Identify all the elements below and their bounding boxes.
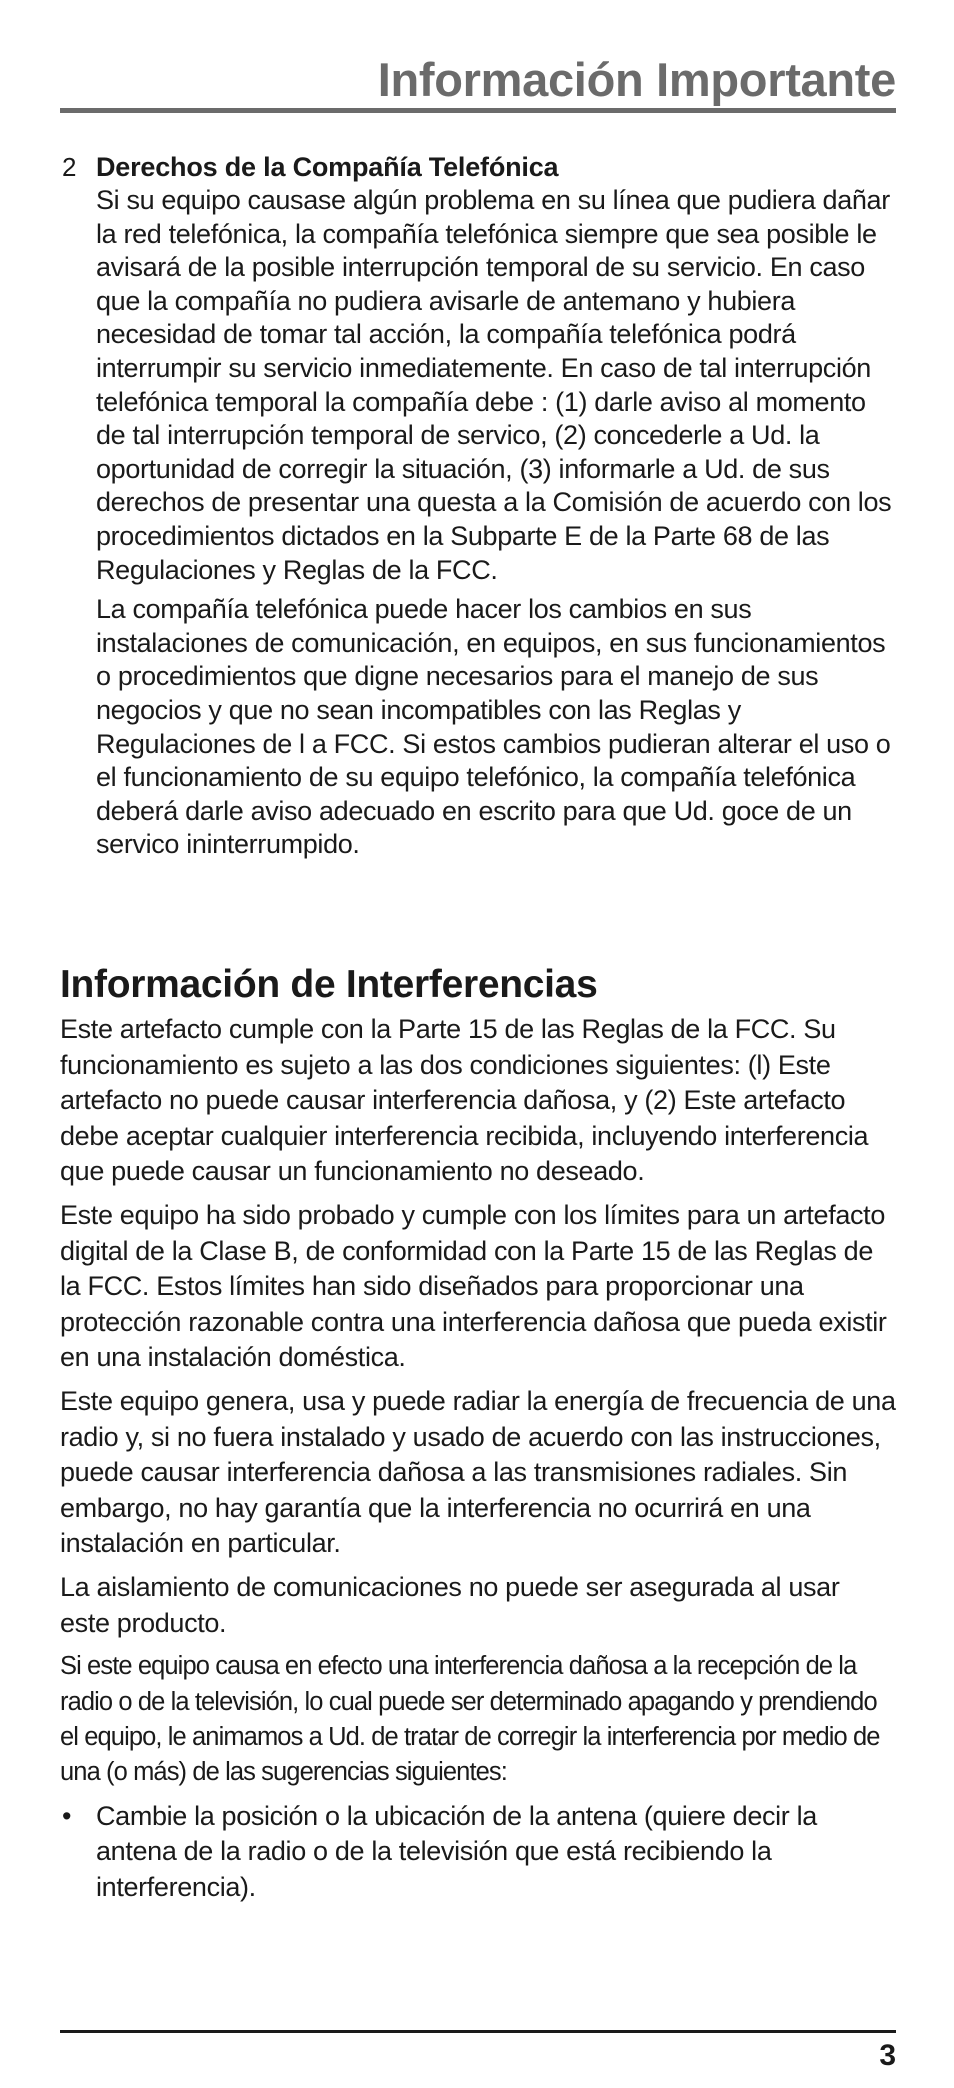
bullet-icon: • (62, 1800, 72, 1831)
phone-company-rights-section (60, 150, 896, 868)
page-header-title: Información Importante (377, 53, 896, 106)
item-number: 2 (62, 152, 77, 182)
bullet-text: Cambie la posición o la ubicación de la antena (quiere decir la antena de la radio o de la televisión que está recibiendo la interferencia). (96, 1800, 817, 1902)
manual-page (60, 0, 896, 2088)
body-paragraph: Este equipo genera, usa y puede radiar la energía de frecuencia de una radio y, si no fuera instalado y usado de acuerdo con las instrucciones, puede causar interferencia dañosa a las transmisiones radiales. Sin embargo, no hay garantía que la interferencia no ocurrirá en una instalación en particular. (60, 1385, 896, 1559)
footer-divider (60, 2030, 896, 2033)
body-paragraph: La aislamiento de comunicaciones no puede ser asegurada al usar este producto. (60, 1571, 840, 1638)
interference-section-title: Información de Interferencias (60, 963, 598, 1006)
body-paragraph: Si este equipo causa en efecto una interferencia dañosa a la recepción de la radio o de la televisión, lo cual puede ser determinado apagando y prendiendo el equipo, le animamos a Ud. de tratar de corregir la interferencia por medio de una (o más) de las sugerencias siguientes: (60, 1652, 880, 1787)
header-divider (60, 108, 896, 113)
bullet-item (60, 1799, 896, 1906)
item-heading: Derechos de la Compañía Telefónica (96, 152, 559, 182)
body-paragraph: Este artefacto cumple con la Parte 15 de las Reglas de la FCC. Su funcionamiento es sujeto a las dos condiciones siguientes: (l) Este artefacto no puede causar interferencia dañosa, y (2) Este artefacto debe aceptar cualquier interferencia recibida, incluyendo interferencia que puede causar un funcionamiento no deseado. (60, 1014, 869, 1187)
page-number: 3 (879, 2039, 896, 2072)
item-paragraph: La compañía telefónica puede hacer los cambios en sus instalaciones de comunicación, en equipos, en sus funcionamientos o procedimientos que digne necesarios para el manejo de sus negocios y que no sean incompatibles con las Reglas y Regulaciones de l a FCC. Si estos cambios pudieran alterar el uso o el funcionamiento de su equipo telefónico, la compañía telefónica deberá darle aviso adecuado en escrito para que Ud. goce de un servico ininterrumpido. (96, 594, 891, 860)
interference-section (60, 1012, 896, 1906)
item-paragraph: Si su equipo causase algún problema en su línea que pudiera dañar la red telefónica, la compañía telefónica siempre que sea posible le avisará de la posible interrupción temporal de su servicio. En caso que la compañía no pudiera avisarle de antemano y hubiera necesidad de tomar tal acción, la compañía telefónica podrá interrumpir su servicio inmediatemente. En caso de tal interrupción telefónica temporal la compañía debe : (1) darle aviso al momento de tal interrupción temporal de servico, (2) concederle a Ud. la oportunidad de corregir la situación, (3) informarle a Ud. de sus derechos de presentar una questa a la Comisión de acuerdo con los procedimientos dictados en la Subparte E de la Parte 68 de las Regulaciones y Reglas de la FCC. (96, 185, 892, 585)
body-paragraph: Este equipo ha sido probado y cumple con los límites para un artefacto digital de la Clase B, de conformidad con la Parte 15 de las Reglas de la FCC. Estos límites han sido diseñados para proporcionar una protección razonable contra una interferencia dañosa que pueda existir en una instalación doméstica. (60, 1199, 887, 1373)
